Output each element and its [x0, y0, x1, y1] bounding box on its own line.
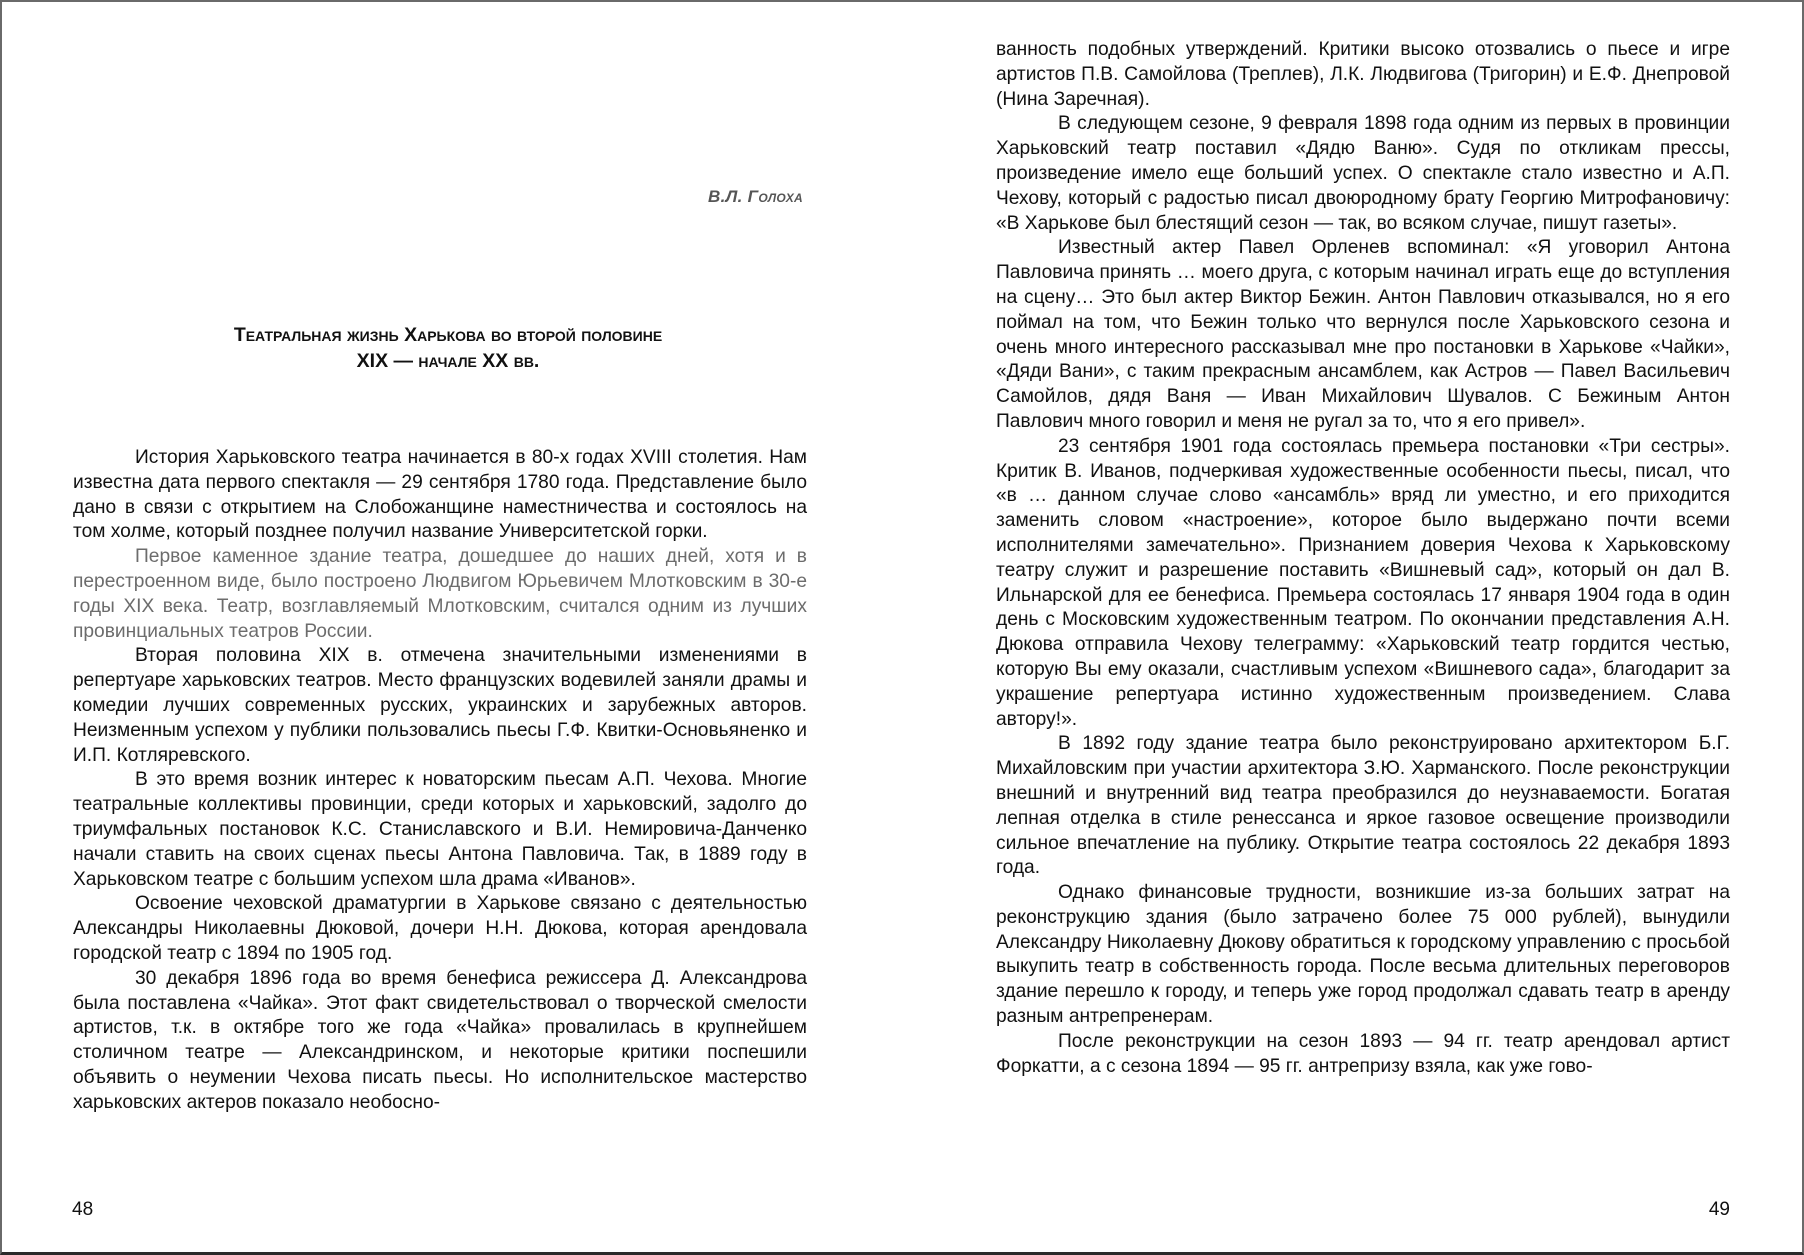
paragraph-continued: ванность подобных утверждений. Критики высоко отозвались о пьесе и игре артистов П.В. Самойлова (Треплев), Л.К. Людвигова (Тригорин) и Е.Ф. Днепровой (Нина Заречная). [996, 39, 1730, 110]
right-page [900, 0, 1804, 1254]
page-number: 49 [1708, 1199, 1730, 1220]
paragraph: Освоение чеховской драматургии в Харькове связано с деятельностью Александры Николаевны Дюковой, дочери Н.Н. Дюкова, которая арендовала городской театр с 1894 по 1905 год. [73, 893, 807, 964]
paragraph: Первое каменное здание театра, дошедшее до наших дней, хотя и в перестроенном виде, было построено Людвигом Юрьевичем Млотковским в 30-е годы XIX века. Театр, возглавляемый Млотковским, считался одним из лучших провинциальных театров России. [73, 546, 807, 642]
paragraph: В это время возник интерес к новаторским пьесам А.П. Чехова. Многие театральные коллективы провинции, среди которых и харьковский, задолго до триумфальных постановок К.С. Станиславского и В.И. Немировича-Данченко начали ставить на своих сценах пьесы Антона Павловича. Так, в 1889 году в Харьковском театре с большим успехом шла драма «Иванов». [73, 769, 807, 890]
paragraph: 23 сентября 1901 года состоялась премьера постановки «Три сестры». Критик В. Иванов, подчеркивая художественные особенности пьесы, писал, что «в … данном случае слово «ансамбль» вряд ли уместно, и его приходится заменить словом «настроение», которое было выдержано почти всеми исполнителями замечательно». Признанием доверия Чехова к Харьковскому театру служит и разрешение поставить «Вишневый сад», который он дал В. Ильнарской для ее бенефиса. Премьера состоялась 17 января 1904 года в один день с Московским художественным театром. По окончании представления А.Н. Дюкова отправила Чехову телеграмму: «Харьковский театр гордится честью, которую Вы ему оказали, счастливым успехом «Вишневого сада», благодарит за украшение репертуара истинно художественным произведением. Слава автору!». [996, 435, 1730, 730]
paragraph: История Харьковского театра начинается в 80-х годах XVIII столетия. Нам известна дата первого спектакля — 29 сентября 1780 года. Представление было дано в связи с открытием на Слобожанщине наместничества и состоялось на том холме, который позднее получил название Университетской горки. [73, 447, 807, 543]
body-text-left [73, 446, 807, 1116]
article-title [100, 322, 796, 374]
paragraph: Однако финансовые трудности, возникшие из-за больших затрат на реконструкцию здания (было затрачено более 75 000 рублей), вынудили Александру Николаевну Дюкову обратиться к городскому управлению с просьбой выкупить театр в собственность города. После весьма длительных переговоров здание перешло к городу, и теперь уже город продолжал сдавать театр в аренду разным антрепренерам. [996, 882, 1730, 1028]
author-name: В.Л. Голоха [708, 187, 803, 206]
left-page [0, 0, 900, 1254]
page-number: 48 [72, 1199, 94, 1220]
title-line-2: XIX — начале XX вв. [356, 350, 540, 372]
paragraph: Известный актер Павел Орленев вспоминал: «Я уговорил Антона Павловича принять … моего друга, с которым начинал играть еще до вступления на сцену… Это был актер Виктор Бежин. Антон Павлович отказывался, но я его поймал на том, что Бежин только что вернулся после Харьковского сезона и очень много интересного рассказывал мне про постановки в Харькове «Чайки», «Дяди Вани», с таким прекрасным ансамблем, как Астров — Павел Васильевич Самойлов, дядя Ваня — Иван Михайлович Шувалов. С Бежиным Антон Павлович много говорил и меня не ругал за то, что я его привел». [996, 237, 1730, 432]
body-text-right [996, 38, 1730, 1079]
paragraph: Вторая половина XIX в. отмечена значительными изменениями в репертуаре харьковских театров. Место французских водевилей заняли драмы и комедии лучших современных русских, украинских и зарубежных авторов. Неизменным успехом у публики пользовались пьесы Г.Ф. Квитки-Основьяненко и И.П. Котляревского. [73, 645, 807, 766]
paragraph: После реконструкции на сезон 1893 — 94 гг. театр арендовал артист Форкатти, а с сезона 1894 — 95 гг. антрепризу взяла, как уже гово- [996, 1030, 1730, 1077]
paragraph: В 1892 году здание театра было реконструировано архитектором Б.Г. Михайловским при участии архитектора З.Ю. Харманского. После реконструкции внешний и внутренний вид театра преобразился до неузнаваемости. Богатая лепная отделка в стиле ренессанса и яркое газовое освещение производили сильное впечатление на публику. Открытие театра состоялось 22 декабря 1893 года. [996, 733, 1730, 879]
paragraph: В следующем сезоне, 9 февраля 1898 года одним из первых в провинции Харьковский театр поставил «Дядю Ваню». Судя по откликам прессы, произведение имело еще больший успех. О спектакле стало известно и А.П. Чехову, который с радостью писал двоюродному брату Георгию Митрофановичу: «В Харькове был блестящий сезон — так, во всяком случае, пишут газеты». [996, 113, 1730, 234]
paragraph: 30 декабря 1896 года во время бенефиса режиссера Д. Александрова была поставлена «Чайка». Этот факт свидетельствовал о творческой смелости артистов, т.к. в октябре того же года «Чайка» провалилась в крупнейшем столичном театре — Александринском, и некоторые критики поспешили объявить о неумении Чехова писать пьесы. Но исполнительское мастерство харьковских актеров показало необосно- [73, 967, 807, 1113]
title-line-1: Театральная жизнь Харькова во второй половине [233, 324, 663, 346]
